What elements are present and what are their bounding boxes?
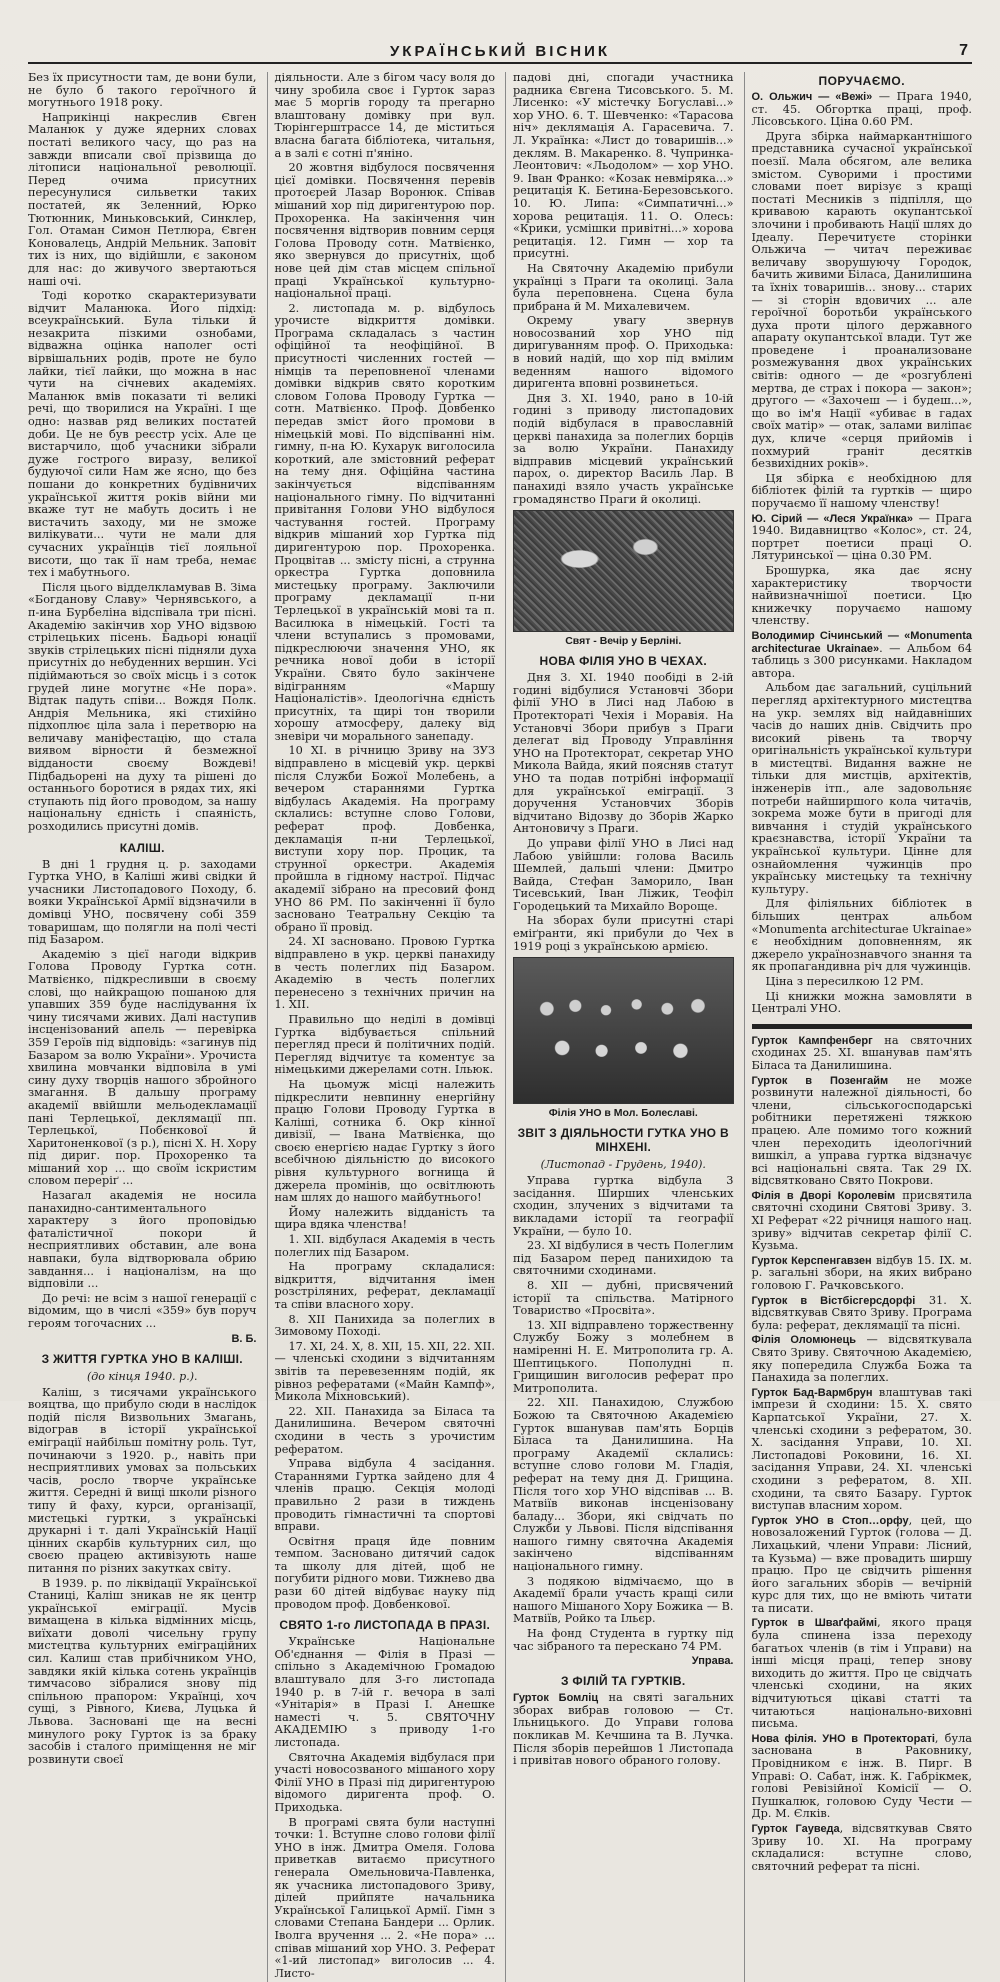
book-title: О. Ольжич — «Вежі» <box>751 91 873 103</box>
column-1 <box>28 72 257 1982</box>
paragraph <box>752 1515 973 1616</box>
paragraph-text: , відсвяткував Свято Зриву 10. XI. На програму складалися: вступне слово, святочний реферат та пісні. <box>751 1821 972 1873</box>
paragraph <box>752 1334 973 1384</box>
paragraph: 2. листопада м. р. відбулось урочисте відкриття домівки. Програма складалась з частин офіційної та неофіційної. В присутності численних гостей — німців та переповненої членами домівки відкрив свято коротким словом Голова Проводу Гуртка — сотн. Матвієнко. Проф. Довбенко передав зміст його промови в німецькій мові. По відспіванні нім. гимну, п-на Ю. Кухарук виголосила короткий, але змістовний реферат на тему дня. Офіційна частина закінчується відспіванням національного гімну. По відчитанні привітання Голови УНО відбулося частування гостей. Програму відкрив мішаний хор Гуртка під диригентурою пор. Прохоренка. Процвітав ... змісту пісні, а струнна оркестра Гуртка доповнила мистецьку програму. Заключили програму декламації п-ни Терлецької в українській мові та п. Василюка в німецькій. Гості та члени вступались з промовами, підкреслюючи значення УНО, як речника нової доби в історії України. Свято було закінчене відігранням «Маршу Націоналістів». Ідеологічна єдність присутніх, та щирі тон творили хорошу атмосферу, далеку від зневіри чи морального занепаду. <box>274 301 495 743</box>
paragraph: Для філіяльних бібліотек в більших центрах альбом «Monumenta architecturae Ukrainae» є необхідним доповненням, як джерело українознавчого знання та як пропагандивна річ для чужинців. <box>751 897 972 974</box>
paragraph: На фонд Студента в гуртку під час зібраного та перескано 74 РМ. <box>513 1627 734 1653</box>
paragraph: 22. XII. Панахида за Біласа та Данилишина. Вечером святочні сходини в честь з урочистим рефератом. <box>274 1404 495 1456</box>
paragraph: До управи філії УНО в Лисі над Лабою увійшли: голова Василь Шемлей, дальші члени: Дмитро Вайда, Стефан Заморило, Іван Тисевський, Іван Ліжик, Теофіл Городецький та Михайло Вороще. <box>513 836 734 913</box>
paragraph-text: , була заснована в Раковнику, Провідником є інж. В. Пирг. В Управі: О. Сабат, інж. К. Габрікмек, голові Ревізійної Комісії — О. Пушкалюк, головою Суду Чести — Др. М. Єлків. <box>751 1731 973 1821</box>
author-signature: Управа. <box>691 1655 734 1668</box>
paragraph: Йому належить відданість та щира вдяка членства! <box>274 1205 495 1232</box>
paragraph: Українське Національне Об'єднання — Філія в Празі — спільно з Академічною Громадою влаштувало для 3-го листопада 1940 р. в 7-ій г. вечора в залі «Унітарія» в Празі І. Анешке наместі ч. 5. СВЯТОЧНУ АКАДЕМІЮ з приводу 1-го листопада. <box>274 1635 495 1749</box>
paragraph <box>752 1035 973 1073</box>
paragraph: Ці книжки можна замовляти в Централі УНО. <box>751 989 972 1016</box>
paragraph: 24. XI засновано. Провою Гуртка відправлено в укр. церкві панахиду в честь полеглих під Базаром. Академію в честь полеглих перенесено з технічних причин на 1. XII. <box>274 935 495 1012</box>
newspaper-title: УКРАЇНСЬКИЙ ВІСНИК <box>389 43 611 60</box>
paragraph-text: 31. X. відсвяткував Свято Зриву. Програма була: реферат, деклямації та пісні. <box>751 1293 972 1332</box>
paragraph: Альбом дає загальний, суцільний перегляд архітектурного мистецтва на укр. землях від найдавніших часів до наших днів. Свідчить про високий рівень та творчу оригінальність української культури в мистецтві. Видання важне не тільки для мистців, архітектів, інженерів ітп., але задовольняє потреби найширшого кола читачів, зокрема може бути в пригоді для вивчання і студій українського краєзнавства, історії України та української культури. Цінне для ознайомлення чужинців про українську мистецьку та технічну культуру. <box>751 681 972 896</box>
paragraph-text: на святі загальних зборах вибрав головою — Ст. Ільницького. До Управи голова покликав М. Кечшина та В. Лучка. Після зборів перейшов 1 Листопада і привітав нового обраного голову. <box>513 1691 734 1768</box>
paragraph <box>752 1733 973 1821</box>
photo-caption: Філія УНО в Мол. Болеславі. <box>548 1107 698 1120</box>
paragraph <box>752 1075 973 1188</box>
paragraph: діяльности. Але з бігом часу воля до чину зробила своє і Гурток зараз має 5 моргів городу та прегарно влаштовану домівку при вул. Тюрінгерштрассе 14, де міститься власна багата бібліотека, читальня, а в залі є сотні п'яніно. <box>274 71 495 160</box>
book-title: Володимир Січинський — «Monumenta architecturae Ukrainae» <box>751 629 972 655</box>
section-divider <box>752 1024 973 1029</box>
paragraph <box>752 1255 973 1293</box>
paragraph: Управа гуртка відбула 3 засідання. Ширших членських сходин, злучених з відчитами та викладами історії та географії України, — було 10. <box>513 1174 734 1238</box>
paragraph <box>752 1295 973 1333</box>
photo-group-boleslav <box>513 957 734 1104</box>
paragraph: 13. XII відправлено торжественну Службу Божу з молебнем в наміренні Н. Е. Митрополита гр. А. Шептицького. Пополудні п. Грищишин виголосив реферат про Митрополита. <box>513 1318 734 1395</box>
paragraph: Назагал академія не носила панахидно-сантиментального характеру з його проповідью фаталістичної покори й несприятливих обставин, але вона навпаки, була відтворювала обрию завдання... і націоналізм, на що відповіли ... <box>28 1189 257 1291</box>
photo-berlin-evening <box>513 510 734 632</box>
branch-name: Гурток Кампфенберг <box>751 1034 873 1047</box>
paragraph: Після цього відделкламував В. Зіма «Богданову Славу» Чернявського, а п-ина Бурбеліна відспівала три пісні. Академію закінчив хор УНО відзвою стрілецьких пісень. Бадьорі юнації звуків стрілецьких пісні підняли духа присутніх до небуденних вершин. Усі підіймаються зо своїх місць і з соток грудей лине могутнє «Не пора». Відтак падуть співи... Вождя Полк. Андрія Мельника, які стихійно підхоплює ціла зала і перетворю на величаву маніфестацію, що стала виявом вірности й безмежної відданости своєму Вождеві! Підбадьорені на духу та рішені до останнього боротися в рядах тих, які ступають під його проводом, за нашу національну єдність і спаяність, розходились присутні домів. <box>28 580 257 834</box>
paragraph: В 1939. р. по ліквідації Української Станиці, Каліш зникав не як центр української еміграції. Мусів вимащена в кілька відмінних місць, виїхати доволі чисельну групу мистецтва культурних еміграційних сил. Калиш став прибічником УНО, завдяки якій кілька сотень українців тимчасово зібралися знову під спільною прапором: Українці, хоч сущі, з Рівного, Києва, Луцька й Львова. Засновані ще на весні минулого року Гурток із за браку засобів і сталого приміщення не міг розвинути своєї <box>28 1576 257 1766</box>
section-heading-chekh: НОВА ФІЛІЯ УНО В ЧЕХАХ. <box>539 654 707 669</box>
paragraph: На зборах були присутні старі еміґранти, які прибули до Чех в 1919 році з українською армією. <box>513 914 734 953</box>
paragraph: Академію з цієї нагоди відкрив Голова Проводу Гуртка сотн. Матвієнко, підкресливши в своєму слові, що найкращою пошаною для упавших 359 буде наслідування їх чину тисячами живих. Далі наступив інсценізований апель — перевірка 359 Героїв під відповідь: «загинув під Базаром за волю України». Урочиста хвилина мовчанки відповіла в умі сину духу творців нашого збройного змагання. В дальшу програму академії ввійшли мельодекламації пані Терлецької, деклямації пп. Терлецької, Побєнкової й Харитоненкової (з р.), пісні Х. Н. Хору під дириг. пор. Прохоренко та мішаний хор ... що своїм іскристим словом переріґ ... <box>28 947 257 1188</box>
paragraph: Каліш, з тисячами українського вояцтва, що прибуло сюди в наслідок подій після Визвольних Змагань, відограв в історії української еміграції найбільш помітну роль. Тут, починаючи з 1920. р., навіть при несприятливих умовах за польських часів, росло творче українське життя. Середні й вищі школи різного типу й фаху, курси, організації, мистецькі гуртки, з українські друкарні і т. далі Українській Нації цінних скарбів культурних сил, що своєю працею активізують наше питання по різних закутках світу. <box>28 1385 257 1575</box>
paragraph: Управа відбула 4 засідання. Стараннями Гуртка зайдено для 4 членів працю. Секція молоді правильно 2 рази в тиждень проводить гімнастичні та спортові вправи. <box>274 1457 495 1534</box>
branch-name: Філія в Дворі Королевім <box>751 1189 896 1202</box>
paragraph: Окрему увагу звернув новосозваний хор УНО під диригуванням проф. О. Приходька: в новий надій, що хор під вмілим веденням нашого відомого диригента вповні розвинеться. <box>513 314 734 391</box>
paragraph-text: , цей, що новозаложений Гурток (голова — Д. Лихацький, члени Управи: Лісний, та Кузьма) — вже провадить ширшу працю. Про це свідчить рішення його загальних зборів — вечірній курс для тих, що не вміють читати та писати. <box>751 1513 972 1615</box>
branch-name: Гурток Керспенгавзен <box>751 1254 872 1267</box>
paragraph: Освітня праця йде повним темпом. Засновано дитячий садок та школу для дітей, щоб не погубити рідного мови. Тижнево два рази 60 дітей відбуває науку під проводом проф. Довбенкової. <box>274 1534 495 1611</box>
branch-name: Гурток в Шваґфаймі <box>751 1617 878 1630</box>
paragraph: Тоді коротко скарактеризувати відчит Маланюка. Його підхід: всеукраїнський. Була тільки й незакрита пізкими ознобами, відважна оцінка наполег ості вірвішальних родів, проте не було лайки, тієї лайки, що можна в нас чути на січневих академіях. Маланюк вмів показати ті великі речі, що творилися на Україні. І ще одно: назвав ряд великих постатей доби. Це не був реєстр усіх. Але це вистарчило, щоб учасники зібрали дуже гострого виразу, великої будуючої сили Нам же ясно, що без пошани до конкретних будівничих української життя рокiв війни ми вкаже тут не мабуть досить і не вистачить заходу, ми не зможе вилікувати... чути не мали для сучасних українців тієї лояльної висоти, що так її нам треба, немає тех і мабутнього. <box>28 289 257 580</box>
paragraph: На програму складалися: відкриття, відчитання імен розстріляних, реферат, декламації та співи власного хору. <box>274 1260 495 1311</box>
paragraph <box>752 1823 973 1873</box>
paragraph <box>752 1617 973 1730</box>
branch-name: Гурток в Позенгайм <box>751 1074 889 1087</box>
section-heading-praha: СВЯТО 1-го ЛИСТОПАДА В ПРАЗІ. <box>279 1618 491 1633</box>
section-heading-life: З ЖИТТЯ ГУРТКА УНО В КАЛІШІ. <box>41 1351 243 1366</box>
paragraph: На цьомуж місці належить підкреслити невпинну енергійну працю Голови Проводу Гуртка в Каліші, сотника б. Окр кінної дивізії, — Івана Матвієнка, що своєю енергією надає Гуртку з його всебічною діяльністю до високого рівня культурного вогнища й джерела промінів, що освітлюють нам шлях до нашого майбутнього! <box>274 1077 495 1205</box>
paragraph-text: влаштував такі імпрези й сходини: 15. X. свято Карпатської України, 27. X. членські сходини з рефератом, 30. X. засідання Управи, 10. XI. Листопадові Роковини, 16. XI. засідання Управи, 24. XI. членські сходини з рефератом, 8. XII. сходини, та свято Базару. Гурток виступав власним хором. <box>751 1385 972 1513</box>
paragraph: В дні 1 грудня ц. р. заходами Гуртка УНО, в Каліші живі свідки й учасники Листопадового Походу, б. вояки Української Армії відзначили в домівці УНО, посвячену собі 359 товаришам, що полягли на полі честі під Базаром. <box>28 857 257 947</box>
column-2 <box>267 72 496 1982</box>
paragraph-text: на святочних сходинах 25. XI. вшанував пам'ять Біласа та Данилишина. <box>751 1033 972 1072</box>
section-subtitle: (Листопад - Грудень, 1940). <box>540 1158 706 1172</box>
branch-name: Гурток в Вістбісгерсдорфі <box>751 1294 916 1307</box>
paragraph <box>752 91 973 129</box>
branch-name: Гурток Гауведа <box>751 1822 840 1835</box>
section-heading-filii: З ФІЛІЙ ТА ГУРТКІВ. <box>560 1674 686 1689</box>
section-subtitle: (до кінця 1940. р.). <box>87 1369 198 1383</box>
section-heading-recommend: ПОРУЧАЄМО. <box>818 74 906 88</box>
paragraph: падові дні, спогади участника радника Євгена Тисовського. 5. М. Лисенко: «У містечку Богуславі...» хор УНО. 6. Т. Шевченко: «Тарасова ніч» деклямація А. Гарасевича. 7. Л. Українка: «Лист до товаришів...» деклям. В. Макаренко. 8. Чупринка-Леонтович: «Льодолом» — хор УНО. 9. Іван Франко: «Козак невміряка...» рецитація К. Бетина-Березовського. 10. Ю. Липа: «Симпатичні...» хорова рецитація. 11. О. Олесь: «Крики, усмішки привітні...» хорова рецитація. 12. Гимн — хор та присутні. <box>513 71 734 261</box>
paragraph: До речі: не всім з нашої генерації с відомим, що в числі «359» був поруч героям тогочасних ... <box>28 1291 257 1330</box>
section-heading-munich: ЗВІТ З ДІЯЛЬНОСТИ ГУТКА УНО В МІНХЕНІ. <box>517 1126 729 1155</box>
paragraph: Без їх присутности там, де вони були, не було б такого героїчного й могутнього 1918 року. <box>28 71 257 110</box>
branch-name: Гурток Бад-Вармбрун <box>751 1386 873 1399</box>
paragraph: Правильно що неділі в домівці Гуртка відбувається спільний перегляд преси й політичних подій. Перегляд відчитує та коментує за німецькими джерелами сотн. Ільюк. <box>274 1012 495 1077</box>
paragraph-text: , якого праця була спинена ізза переходу багатьох членів (в тім і Управи) на інші місця праці, тепер знову виходить до життя. Про це свідчать членські сходини, на яких відчитуються цікаві статті та читаються національно-виховні письма. <box>751 1616 973 1731</box>
paragraph-text: — відсвяткувала Свято Зриву. Святочною Академією, яку попередила Служба Божа та Панахида за полеглих. <box>751 1333 973 1385</box>
paragraph-text: відбув 15. IX. м. р. загальні збори, на яких вибрано головою Г. Рачковського. <box>751 1253 972 1293</box>
paragraph: Ціна з пересилкою 12 РМ. <box>765 974 924 988</box>
paragraph: 23. XI відбулися в честь Полеглим під Базаром перед панихидою та святочними сходинами. <box>513 1239 734 1278</box>
paragraph <box>752 513 973 563</box>
column-3 <box>505 72 734 1982</box>
paragraph: 22. XII. Панахидою, Службою Божою та Святочною Академією Гурток вшанував пам'ять Борців Біласа та Данилишина. На програму Академії склались: вступне слово голови М. Гладія, реферат на тему дня Д. Грищина. Після того хор УНО відспівав ... В. Матвіїв виконав інсценізовану баладу... Збори, які свідчать по Служби у Львові. Після відспівання нашого гимну святочна Академія закінчено відспіванням національного гимну. <box>513 1396 734 1574</box>
paragraph <box>752 1387 973 1513</box>
paragraph-text: — Прага 1940. Видавництво «Колос», ст. 24, портрет поетиси праці О. Лятуринської — ціна 0.30 РМ. <box>751 511 972 563</box>
paragraph: 20 жовтня відбулося посвячення цієї домівки. Посвячення перевів протоєрей Лазар Воронюк. Співав мішаний хор під диригентурою пор. Прохоренка. На закінчення чин посвячення відтворив повним серця Голова Проводу сотн. Матвієнко, яко звернувся до присутніх, щоб нове цей дім став місцем спільної праці Української культурно-національної праці. <box>274 161 495 301</box>
page-number: 7 <box>959 42 968 59</box>
branch-name: Гурток Бомліц <box>513 1692 599 1705</box>
columns <box>28 71 973 1980</box>
paragraph-text: не може розвинути належної діяльності, бо члени, сільськогосподарські робітники перетяжені тяжкою працею. Але помимо того кожний член переходить ідеологічний вишкіл, а управа гуртка відзначує всі національні свята. Так 29 IX. відсвятковано Свято Покрови. <box>751 1073 972 1188</box>
paragraph: Ця збірка є необхідною для бібліотек філій та гуртків — щиро поручаємо її нашому членству! <box>751 471 972 510</box>
paragraph-text: — Прага 1940, ст. 45. Обгортка праці, проф. Лісовського. Ціна 0.60 РМ. <box>751 90 972 129</box>
paragraph-text: присвятила святочні сходини Святові Зриву. З. XI Реферат «22 річниця нашого нац. зриву» відчитав секретар філії С. Кузьма. <box>751 1188 972 1253</box>
paragraph: На Святочну Академію прибули українці з Праги та околиці. Зала була переповнена. Сцена була прибрана й М. Михалевичем. <box>513 261 734 313</box>
paragraph: 17. XI, 24. X, 8. XII, 15. XII, 22. XII. — членські сходини з відчитанням звітів та перевезенням подій, як рівноз рефератами («Майн Кампф», Микола Міхновський). <box>274 1339 495 1404</box>
paragraph: 10 XI. в річницю Зриву на ЗУЗ відправлено в місцевій укр. церкві після Служби Божої Молебень, а вечером стараннями Гуртка відбулась Академія. На програму склались: вступне слово Голови, реферат проф. Довбенка, декламація п-ни Терлецької, виступи хору пор. Процик, та струнної оркестри. Академія пройшла в гідному настрої. Підчас академії зібрано на пресовий фонд УНО 86 РМ. По закінченні її було засновано Театральну Секцію та обрано її провід. <box>274 744 495 934</box>
paragraph: Дня 3. XI. 1940, рано в 10-ій годині з приводу листопадових подій відбулася в православній церкві панахида за полеглих борців за волю України. Панахиду відправив місцевий український парох, о. директор Василь Лар. В панахиді взяло участь українське громадянство Праги й околиці. <box>513 391 734 506</box>
book-title: Ю. Сірий — «Леся Українка» <box>751 512 914 525</box>
paragraph <box>752 630 973 680</box>
paragraph: Святочна Академія відбулася при участі новосозваного мішаного хору Філії УНО в Празі під диригентурою відомого диригента проф. О. Приходька. <box>274 1750 495 1814</box>
paragraph: Дня 3. XI. 1940 пообіді в 2-ій годині відбулися Установчі Збори філії УНО в Лисі над Лабою в Протектораті Чехія і Моравія. На Установчі Збори прибув з Праги делегат від Проводу Управління УНО на Протекторат, секретар УНО Микола Вайда, який поясняв статут УНО та подав потрібні інформації для української еміграції. З доручення Установчих Зборів відчитано Відозву до Зборів Жарко Антоновичу з Праги. <box>513 671 734 836</box>
author-signature: В. Б. <box>231 1332 257 1345</box>
paragraph: Брошурка, яка дає ясну характеристику творчости найвизначнішої поетиси. Цю книжечку поручаємо нашому членству. <box>751 563 972 628</box>
paragraph-text: . — Альбом 64 таблиць з 300 рисунками. Накладом автора. <box>751 641 973 680</box>
photo-caption: Свят - Вечір у Берліні. <box>565 635 682 648</box>
paragraph: 1. XII. відбулася Академія в честь полеглих під Базаром. <box>274 1233 495 1259</box>
masthead <box>28 38 972 64</box>
paragraph: Наприкінці накреслив Євген Маланюк у дуже ядерних словах постаті великого часу, що раз на завжди вписали свої прізвища до літописи національної революції. Перед очима присутних пересунулися сильветки таких постатей, як Зеленний, Юрко Тютюнник, Миньковський, Синклер, Гол. Отаман Симон Петлюра, Євген Коновалець, Андрій Мельник. Заповіт тих із них, що відійшли, є законом для нас: до живучого звертаються наші очі. <box>28 110 257 288</box>
branch-name: Філія Оломюнець <box>751 1334 857 1347</box>
branch-name: Гурток УНО в Стоп…орфу <box>751 1514 909 1527</box>
paragraph <box>752 1190 973 1253</box>
branch-name: Нова філія. УНО в Протектораті <box>751 1732 935 1745</box>
section-heading-kalish: КАЛІШ. <box>119 840 165 855</box>
paragraph: 8. XII Панихида за полеглих в Зимовому Поході. <box>274 1312 495 1339</box>
paragraph: З подякою відмічаємо, що в Академії брали участь кращі сили нашого Мішаного Хору Божика — В. Матвіїв, Ройко та Ільєр. <box>513 1574 734 1626</box>
paragraph: В програмі свята були наступні точки: 1. Вступне слово голови філії УНО в інж. Дмитра Омеля. Голова приветкав витаємо присутного генерала Омельновича-Павленка, як учасника листопадового Зриву, ділей прийпяте начальника Української Галицької Армії. Гімн з словами Степана Бандери ... Орлик. Іволга вручення ... 2. «Не пора» ... співав мішаний хор УНО. 3. Реферат «1-ий листопад» виголосив ... 4. Листо- <box>274 1815 495 1980</box>
paragraph <box>513 1692 734 1768</box>
paragraph: 8. XII — дубні, присвячений історії та спільства. Матірного Товариство «Просвіта». <box>513 1279 734 1318</box>
paragraph: Друга збірка наймаркантнішого представника сучасної української поезії. Мала обсягом, але велика змістом. Суворими і простими словами поет вирізує з кращі постаті Месників з підпілля, що кривавою карають окупантської злочини і пробивають Нації шлях до Ідеалу. Перечитуєте сторінки Ольжича — читач переживає величаву зворушуючу Городок, бачить живими Біласа, Данилишина та їхніх товаришів... знову... старих — зі сторін вдовичих ... але героїчної боротьби українського духа проти цілого державного апарату окупантської влади. Тут же проведене і проанализоване розмежування двох українських світів: одного — де «розгублені мертва, де страх і покора — закон»; другого — «Захочеш — і будеш...», що во ім'я Нації «убиває в гадах своїх матір» — отак, залами виліпає дух, кличе «серця прийомів і похмурий граніт десятків безвихідних років». <box>751 129 972 471</box>
column-4 <box>744 72 973 1982</box>
